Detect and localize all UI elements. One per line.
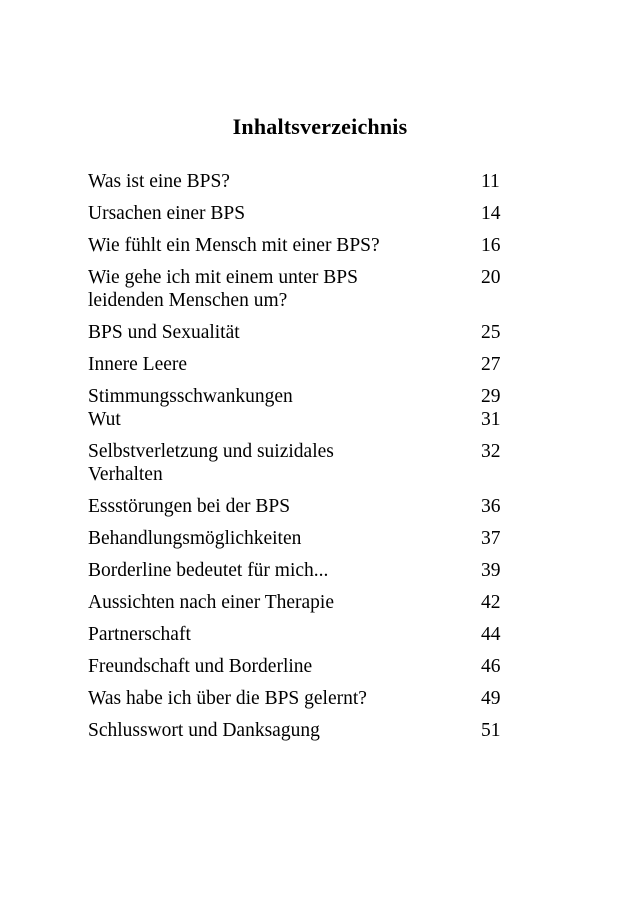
toc-entry-title <box>88 202 418 225</box>
toc-entry-page-numbers <box>481 495 551 518</box>
toc-entry-title <box>88 495 418 518</box>
toc-entry-title <box>88 591 418 614</box>
toc-entry[interactable] <box>88 655 552 678</box>
toc-entry-page-numbers <box>481 591 551 614</box>
toc-entry-page-numbers <box>481 440 551 463</box>
toc-page-number: 49 <box>481 688 501 709</box>
toc-page-number: 25 <box>481 322 501 343</box>
toc-entry[interactable] <box>88 440 552 486</box>
toc-entry-title <box>88 170 418 193</box>
toc-entry-page-numbers <box>481 623 551 646</box>
toc-entry-title <box>88 353 418 376</box>
toc-entry-page-numbers <box>481 321 551 344</box>
toc-page-number: 31 <box>481 409 501 430</box>
toc-entry-title-line: Wie fühlt ein Mensch mit einer BPS? <box>88 235 380 256</box>
toc-entry-page-numbers <box>481 170 551 193</box>
toc-page-number: 39 <box>481 560 501 581</box>
toc-entry-title-line: Freundschaft und Borderline <box>88 656 313 677</box>
toc-entry[interactable] <box>88 559 552 582</box>
toc-page-number: 16 <box>481 235 501 256</box>
toc-entry-title-line: Was ist eine BPS? <box>88 171 230 192</box>
toc-entry-title <box>88 687 418 710</box>
toc-page-number: 14 <box>481 203 501 224</box>
toc-entry-title-line: Stimmungsschwankungen <box>88 386 293 407</box>
toc-page-number: 27 <box>481 354 501 375</box>
toc-entry-title <box>88 440 418 486</box>
toc-entry-title-line: Borderline bedeutet für mich... <box>88 560 329 581</box>
toc-entry-title-line: Essstörungen bei der BPS <box>88 496 291 517</box>
toc-page-number: 29 <box>481 386 501 407</box>
toc-entry-title <box>88 655 418 678</box>
toc-entry-title-line: Wut <box>88 409 121 430</box>
toc-entry-title-line: Selbstverletzung und suizidales <box>88 441 334 462</box>
toc-page-number: 44 <box>481 624 501 645</box>
toc-page-number: 37 <box>481 528 501 549</box>
toc-page-number: 46 <box>481 656 501 677</box>
toc-entry-title-line: Verhalten <box>88 464 163 485</box>
toc-page-number: 42 <box>481 592 501 613</box>
toc-entry-title-line: Ursachen einer BPS <box>88 203 246 224</box>
toc-entry-title-line: Was habe ich über die BPS gelernt? <box>88 688 367 709</box>
toc-entry-title-line: Schlusswort und Danksagung <box>88 720 320 741</box>
toc-entry[interactable] <box>88 266 552 312</box>
toc-page-number: 51 <box>481 720 501 741</box>
toc-entry-page-numbers <box>481 385 551 431</box>
toc-entry-page-numbers <box>481 687 551 710</box>
toc-entry-page-numbers <box>481 719 551 742</box>
toc-entry-title-line: Partnerschaft <box>88 624 191 645</box>
toc-entry[interactable] <box>88 170 552 193</box>
toc-entry[interactable] <box>88 527 552 550</box>
toc-entry-title <box>88 266 418 312</box>
toc-entry[interactable] <box>88 353 552 376</box>
toc-entry-title <box>88 719 418 742</box>
toc-entry-page-numbers <box>481 527 551 550</box>
page-title: Inhaltsverzeichnis <box>232 114 408 139</box>
toc-page-number: 20 <box>481 267 501 288</box>
table-of-contents-list <box>88 170 552 742</box>
toc-entry-title <box>88 385 418 431</box>
toc-page-number: 32 <box>481 441 501 462</box>
toc-entry-title <box>88 559 418 582</box>
toc-page-number: 36 <box>481 496 501 517</box>
toc-entry-page-numbers <box>481 559 551 582</box>
toc-entry-title-line: Wie gehe ich mit einem unter BPS <box>88 267 358 288</box>
toc-entry-title-line: Innere Leere <box>88 354 188 375</box>
toc-entry[interactable] <box>88 591 552 614</box>
toc-entry-page-numbers <box>481 655 551 678</box>
toc-entry[interactable] <box>88 687 552 710</box>
toc-entry[interactable] <box>88 623 552 646</box>
toc-entry-page-numbers <box>481 234 551 257</box>
toc-entry-title-line: BPS und Sexualität <box>88 322 240 343</box>
toc-entry-title-line: Behandlungsmöglichkeiten <box>88 528 302 549</box>
toc-entry-title-line: Aussichten nach einer Therapie <box>88 592 334 613</box>
toc-entry[interactable] <box>88 719 552 742</box>
toc-entry-page-numbers <box>481 353 551 376</box>
toc-entry[interactable] <box>88 321 552 344</box>
toc-entry-page-numbers <box>481 266 551 289</box>
toc-entry-title-line: leidenden Menschen um? <box>88 290 288 311</box>
toc-entry-page-numbers <box>481 202 551 225</box>
toc-entry-title <box>88 234 418 257</box>
toc-entry-title <box>88 527 418 550</box>
toc-entry-title <box>88 321 418 344</box>
toc-entry-title <box>88 623 418 646</box>
toc-page-number: 11 <box>481 171 500 192</box>
toc-entry[interactable] <box>88 385 552 431</box>
toc-entry[interactable] <box>88 234 552 257</box>
toc-entry[interactable] <box>88 495 552 518</box>
toc-entry[interactable] <box>88 202 552 225</box>
